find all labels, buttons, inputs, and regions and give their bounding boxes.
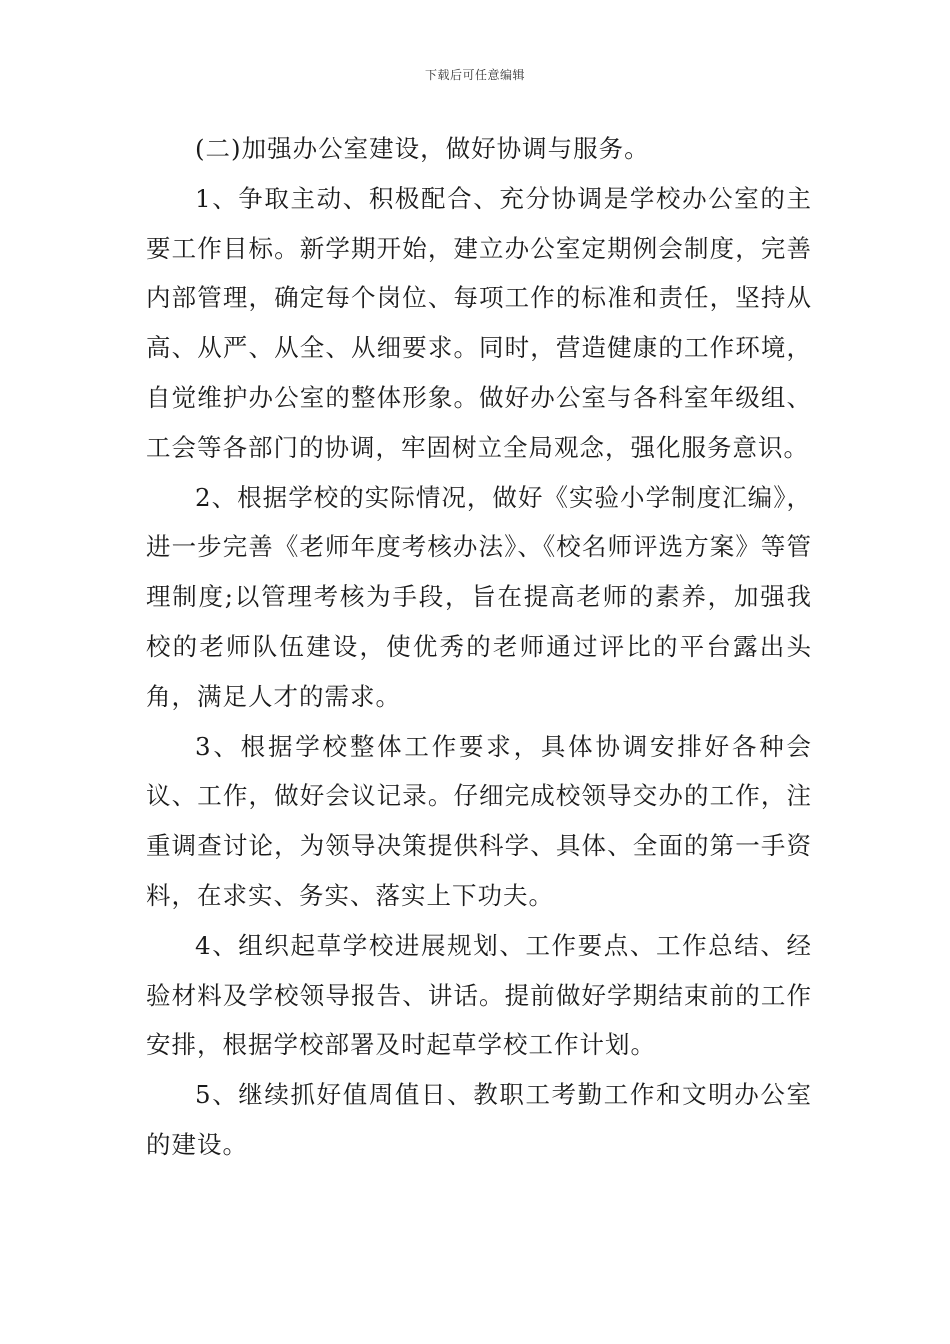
- paragraph-item-5: 5、继续抓好值周值日、教职工考勤工作和文明办公室的建设。: [146, 1080, 812, 1159]
- paragraph-item-3: 3、根据学校整体工作要求，具体协调安排好各种会议、工作，做好会议记录。仔细完成校领导交办的工作，注重调查讨论，为领导决策提供科学、具体、全面的第一手资料，在求实、务实、落实上下功夫。: [146, 731, 812, 910]
- paragraph-item-1: 1、争取主动、积极配合、充分协调是学校办公室的主要工作目标。新学期开始，建立办公室定期例会制度，完善内部管理，确定每个岗位、每项工作的标准和责任，坚持从高、从严、从全、从细要求。同时，营造健康的工作环境，自觉维护办公室的整体形象。做好办公室与各科室年级组、工会等各部门的协调，牢固树立全局观念，强化服务意识。: [146, 183, 812, 462]
- paragraph-item-2: 2、根据学校的实际情况，做好《实验小学制度汇编》，进一步完善《老师年度考核办法》、《校名师评选方案》等管理制度;以管理考核为手段，旨在提高老师的素养，加强我校的老师队伍建设，使优秀的老师通过评比的平台露出头角，满足人才的需求。: [146, 482, 812, 711]
- paragraph-item-4: 4、组织起草学校进展规划、工作要点、工作总结、经验材料及学校领导报告、讲话。提前做好学期结束前的工作安排，根据学校部署及时起草学校工作计划。: [146, 930, 812, 1060]
- section-heading: (二)加强办公室建设，做好协调与服务。: [195, 134, 650, 163]
- page-header-note: 下载后可任意编辑: [424, 68, 525, 82]
- document-body: [146, 124, 812, 1170]
